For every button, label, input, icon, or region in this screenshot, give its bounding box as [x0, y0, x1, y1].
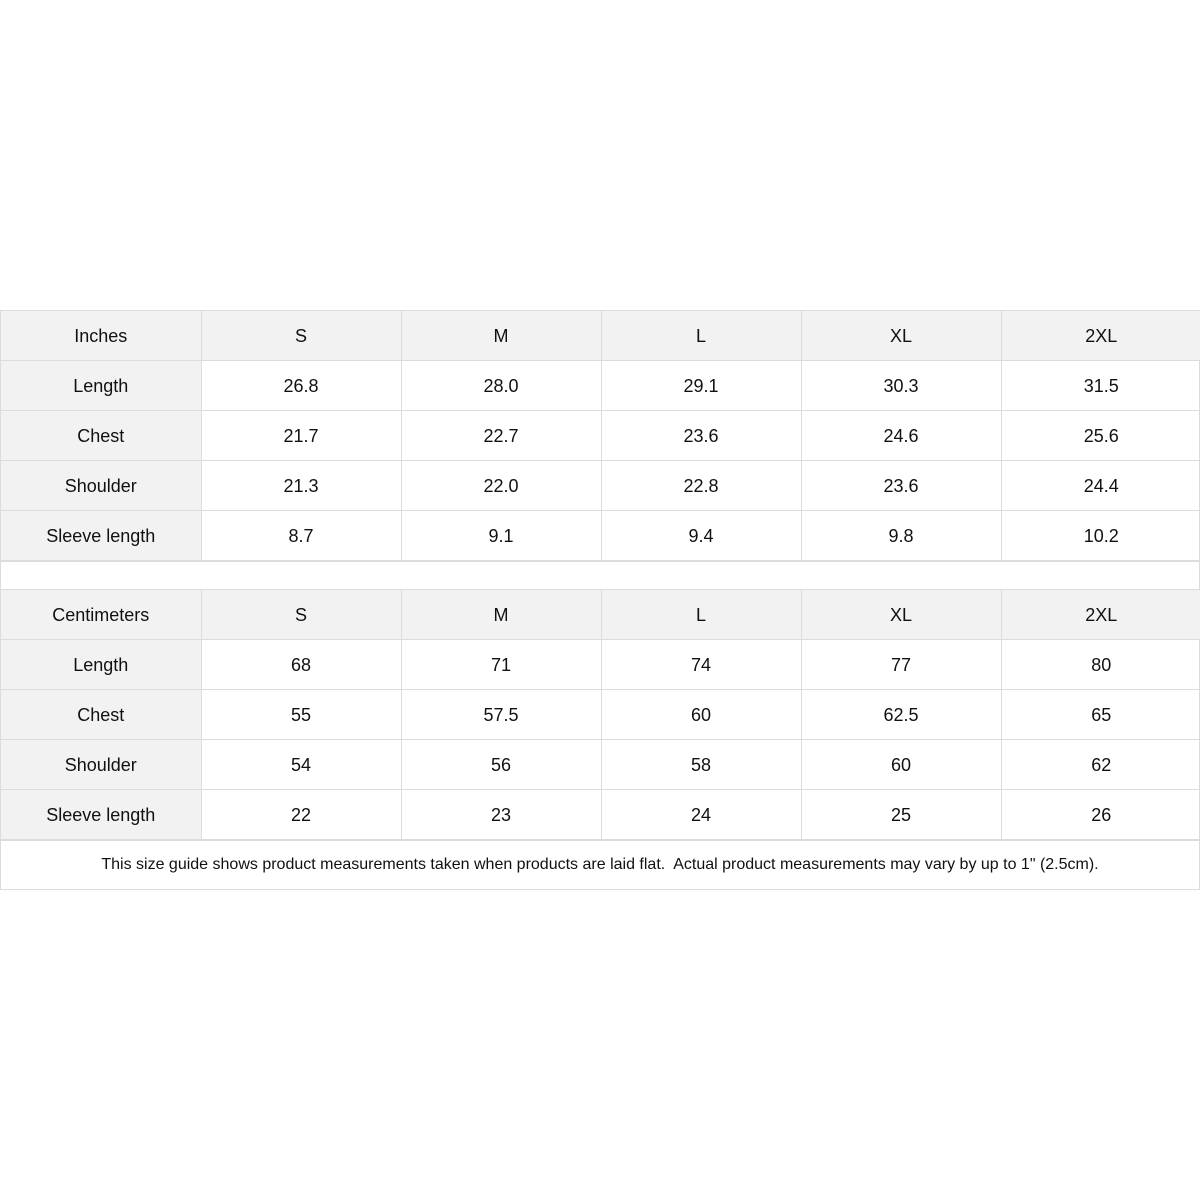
measurement-note: This size guide shows product measurements taken when products are laid flat. Actual product measurements may vary by up to 1" (2.5cm).	[1, 840, 1199, 888]
table-cell: 25	[801, 790, 1001, 840]
table-cell: 56	[401, 740, 601, 790]
table-row	[1, 511, 1200, 561]
size-header: 2XL	[1001, 590, 1200, 640]
table-cell: 62	[1001, 740, 1200, 790]
table-cell: 23	[401, 790, 601, 840]
table-row	[1, 361, 1200, 411]
row-label: Shoulder	[1, 461, 201, 511]
table-cell: 68	[201, 640, 401, 690]
row-label: Chest	[1, 411, 201, 461]
table-cell: 58	[601, 740, 801, 790]
size-header: M	[401, 311, 601, 361]
table-cell: 55	[201, 690, 401, 740]
size-header: XL	[801, 311, 1001, 361]
table-cell: 77	[801, 640, 1001, 690]
table-cell: 21.3	[201, 461, 401, 511]
table-row	[1, 640, 1200, 690]
table-cell: 9.1	[401, 511, 601, 561]
table-cell: 29.1	[601, 361, 801, 411]
table-cell: 60	[801, 740, 1001, 790]
table-cell: 62.5	[801, 690, 1001, 740]
unit-label: Inches	[1, 311, 201, 361]
size-header: L	[601, 590, 801, 640]
table-cell: 28.0	[401, 361, 601, 411]
table-cell: 26.8	[201, 361, 401, 411]
table-cell: 57.5	[401, 690, 601, 740]
table-cell: 65	[1001, 690, 1200, 740]
size-header: 2XL	[1001, 311, 1200, 361]
table-row	[1, 690, 1200, 740]
row-label: Sleeve length	[1, 511, 201, 561]
row-label: Shoulder	[1, 740, 201, 790]
table-row	[1, 790, 1200, 840]
size-header: S	[201, 311, 401, 361]
table-cell: 26	[1001, 790, 1200, 840]
table-cell: 8.7	[201, 511, 401, 561]
table-cell: 9.8	[801, 511, 1001, 561]
row-label: Length	[1, 640, 201, 690]
table-cell: 25.6	[1001, 411, 1200, 461]
size-header: L	[601, 311, 801, 361]
row-label: Length	[1, 361, 201, 411]
table-cell: 71	[401, 640, 601, 690]
table-cell: 10.2	[1001, 511, 1200, 561]
table-cell: 22	[201, 790, 401, 840]
centimeters-size-table	[1, 590, 1200, 840]
table-header-row	[1, 311, 1200, 361]
table-row	[1, 411, 1200, 461]
table-cell: 9.4	[601, 511, 801, 561]
table-cell: 22.0	[401, 461, 601, 511]
table-cell: 74	[601, 640, 801, 690]
table-cell: 24.6	[801, 411, 1001, 461]
table-cell: 24.4	[1001, 461, 1200, 511]
table-cell: 23.6	[801, 461, 1001, 511]
table-row	[1, 740, 1200, 790]
table-cell: 21.7	[201, 411, 401, 461]
table-cell: 31.5	[1001, 361, 1200, 411]
table-cell: 54	[201, 740, 401, 790]
size-header: M	[401, 590, 601, 640]
table-cell: 24	[601, 790, 801, 840]
table-cell: 60	[601, 690, 801, 740]
table-header-row	[1, 590, 1200, 640]
table-spacer	[1, 561, 1199, 590]
unit-label: Centimeters	[1, 590, 201, 640]
table-cell: 80	[1001, 640, 1200, 690]
table-cell: 23.6	[601, 411, 801, 461]
table-row	[1, 461, 1200, 511]
size-guide	[0, 310, 1200, 890]
table-cell: 22.8	[601, 461, 801, 511]
table-cell: 22.7	[401, 411, 601, 461]
inches-size-table	[1, 311, 1200, 561]
table-cell: 30.3	[801, 361, 1001, 411]
size-header: S	[201, 590, 401, 640]
size-header: XL	[801, 590, 1001, 640]
row-label: Chest	[1, 690, 201, 740]
row-label: Sleeve length	[1, 790, 201, 840]
